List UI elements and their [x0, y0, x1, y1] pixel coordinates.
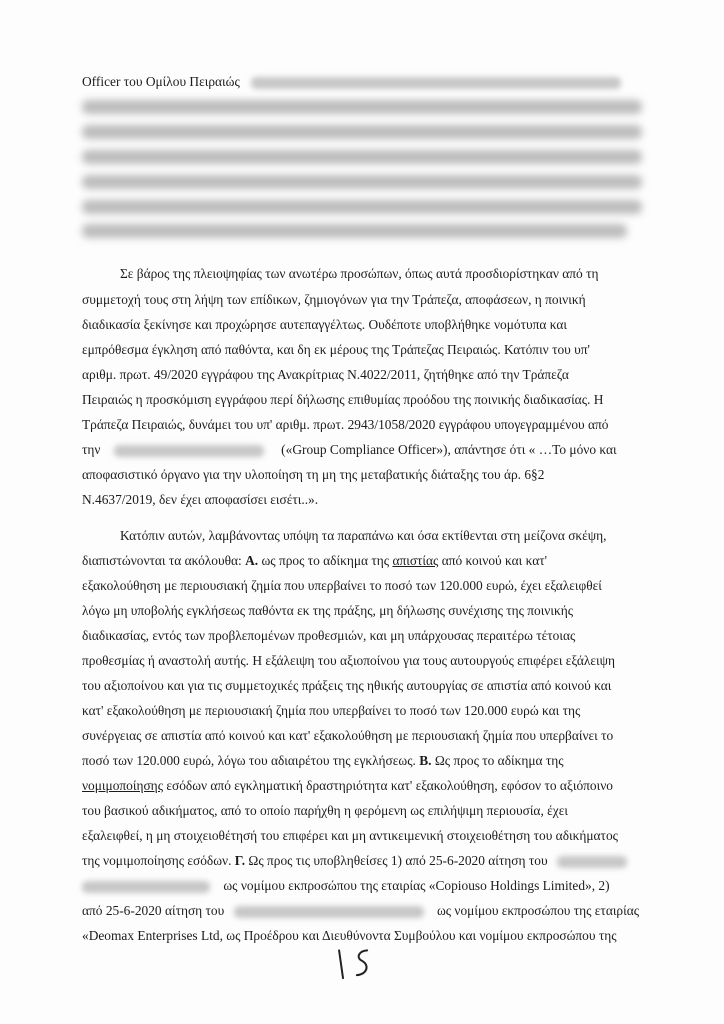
redacted-line [82, 175, 642, 189]
paragraph2-line: προθεσμίας ή αναστολή αυτής. Η εξάλειψη του αξιοποίνου για τους αυτουργούς επιφέρει εξάλειψη [82, 653, 616, 668]
paragraph2-line: λόγω μη υποβολής εγκλήσεως παθόντα εκ της πράξης, μη δήλωσης συνέχισης της ποινικής [82, 603, 574, 618]
redacted-line [82, 125, 642, 139]
redacted-name [82, 881, 210, 893]
redacted-line [82, 224, 627, 238]
redacted-name [234, 906, 424, 918]
line-text: διαπιστώνονται τα ακόλουθα: [82, 553, 242, 568]
paragraph2-line: κατ' εξακολούθηση με περιουσιακή ζημία που υπερβαίνει το ποσό των 120.000 ευρώ και της [82, 703, 581, 718]
paragraph2-line: εξακολούθηση με περιουσιακή ζημία που υπερβαίνει το ποσό των 120.000 ευρώ, έχει εξαλειφθεί [82, 578, 602, 593]
paragraph2-line [82, 752, 564, 770]
paragraph2-line: εξαλειφθεί, η μη στοιχειοθέτησή του επιφέρει και μη αντικειμενική στοιχειοθέτηση του αδικήματος [82, 828, 618, 843]
line-text: της νομιμοποίησης εσόδων. [82, 853, 232, 868]
paragraph1-line: Σε βάρος της πλειοψηφίας των ανωτέρω προσώπων, όπως αυτά προσδιορίστηκαν από τη [120, 266, 599, 281]
paragraph1-line: διαδικασία ξεκίνησε και προχώρησε αυτεπαγγέλτως. Ουδέποτε υποβλήθηκε νομότυπα και [82, 317, 567, 332]
officer-intro-text: Officer του Ομίλου Πειραιώς [82, 74, 240, 89]
paragraph2-line: του βασικού αδικήματος, από το οποίο παρήχθη η φερόμενη ως επιλήψιμη περιουσία, έχει [82, 803, 568, 818]
line-text: («Group Compliance Officer»), απάντησε ότι « …Το μόνο και [281, 442, 617, 457]
paragraph2-line [82, 552, 547, 570]
paragraph1-line: Ν.4637/2019, δεν έχει αποφασίσει εισέτι..». [82, 492, 319, 507]
paragraph1-line: εμπρόθεσμα έγκληση από παθόντα, και δη εκ μέρους της Τράπεζας Πειραιώς. Κατόπιν του υπ' [82, 342, 590, 357]
line-text: από κοινού και κατ' [441, 553, 548, 568]
line-text: ποσό των 120.000 ευρώ, λόγω του αδιαιρέτου της εγκλήσεως. [82, 753, 416, 768]
redacted-text [251, 77, 621, 89]
paragraph2-line [82, 852, 627, 870]
line-text: Ως προς τις υποβληθείσες 1) από 25-6-2020 αίτηση του [248, 853, 548, 868]
paragraph2-line [82, 902, 639, 920]
paragraph1-line: αριθμ. πρωτ. 49/2020 εγγράφου της Ανακρίτριας Ν.4022/2011, ζητήθηκε από την Τράπεζα [82, 367, 569, 382]
paragraph2-line: διαδικασίας, εντός των προβλεπομένων προθεσμιών, και μη υπάρχουσας περαιτέρω τέτοιας [82, 628, 576, 643]
officer-intro-line [82, 73, 621, 91]
page-number-handwritten [333, 943, 385, 982]
paragraph2-line: «Deomax Enterprises Ltd, ως Προέδρου και Διευθύνοντα Συμβούλου και νομίμου εκπροσώπου της [82, 928, 617, 943]
redacted-line [82, 100, 642, 114]
redacted-name [114, 445, 264, 457]
underlined-term: απιστίας [392, 553, 439, 568]
line-text: Ως προς το αδίκημα της [434, 753, 564, 768]
section-label-a: Α. [245, 553, 259, 568]
line-text: την [82, 442, 101, 457]
redacted-name [557, 856, 627, 868]
line-text: ως προς το αδίκημα της [261, 553, 390, 568]
paragraph1-line [82, 441, 617, 459]
paragraph2-line: του αξιοποίνου και για τις συμμετοχικές πράξεις της ηθικής αυτουργίας σε απιστία από κοινού και [82, 678, 612, 693]
paragraph2-line: Κατόπιν αυτών, λαμβάνοντας υπόψη τα παραπάνω και όσα εκτίθενται στη μείζονα σκέψη, [120, 528, 607, 543]
line-text: ως νομίμου εκπροσώπου της εταιρίας [436, 903, 640, 918]
paragraph2-line: συνέργειας σε απιστία από κοινού και κατ' εξακολούθηση με περιουσιακή ζημία που υπερβαίνει το [82, 728, 614, 743]
paragraph1-line: Τράπεζα Πειραιώς, δυνάμει του υπ' αριθμ. πρωτ. 2943/1058/2020 εγγράφου υπογεγραμμένου από [82, 417, 609, 432]
redacted-line [82, 200, 642, 214]
paragraph2-line [82, 777, 613, 795]
paragraph1-line: αποφασιστικό όργανο για την υλοποίηση τη μη της μεταβατικής διάταξης του άρ. 6§2 [82, 467, 545, 482]
line-text: ως νομίμου εκπροσώπου της εταιρίας «Copiouso Holdings Limited», 2) [223, 878, 610, 893]
underlined-term: νομιμοποίησης [82, 778, 163, 793]
paragraph1-line: Πειραιώς η προσκόμιση εγγράφου περί δήλωσης επιθυμίας προόδου της ποινικής διαδικασίας. Η [82, 392, 604, 407]
line-text: από 25-6-2020 αίτηση του [82, 903, 225, 918]
paragraph2-line [82, 877, 610, 895]
redacted-line [82, 150, 642, 164]
paragraph1-line: συμμετοχή τους στη λήψη των επίδικων, ζημιογόνων για την Τράπεζα, αποφάσεων, η ποινική [82, 292, 586, 307]
section-label-c: Γ. [234, 853, 246, 868]
line-text: εσόδων από εγκληματική δραστηριότητα κατ' εξακολούθηση, εφόσον το αξιόποινο [166, 778, 613, 793]
section-label-b: Β. [419, 753, 432, 768]
